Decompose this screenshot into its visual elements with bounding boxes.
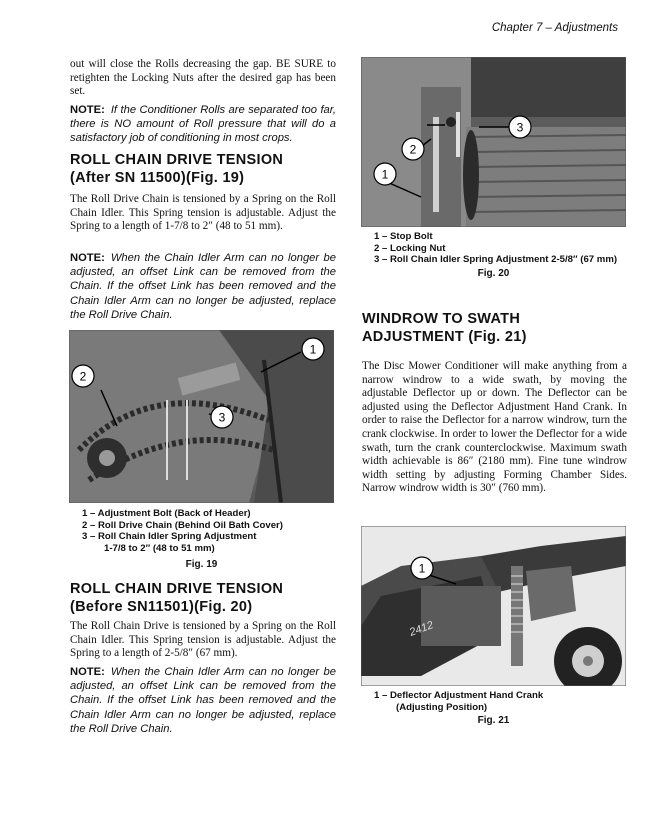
heading-line-2: (Before SN11501)(Fig. 20)	[70, 599, 253, 615]
fig19-callout-1-label: 1	[309, 342, 317, 357]
fig20-photo	[361, 57, 626, 227]
fig21-callout-1	[411, 557, 433, 579]
heading-line-2: ADJUSTMENT (Fig. 21)	[362, 329, 527, 345]
fig21-caption-2: (Adjusting Position)	[396, 701, 488, 713]
heading-line-1: ROLL CHAIN DRIVE TENSION	[70, 152, 284, 168]
note-conditioner-rolls	[70, 103, 336, 146]
fig19-caption-3: 3 – Roll Chain Idler Spring Adjustment	[82, 531, 257, 543]
note-label: NOTE:	[70, 252, 105, 264]
section-body-windrow: The Disc Mower Conditioner will make anything from a narrow windrow to a wide swath, by moving the adjustable Deflector up or down. The Deflector can be adjusted using the Deflector Adjustment Hand Crank. In order to raise the Deflector for a narrow windrow, turn the crank clockwise. In order to lower the Deflector for a wide swath, turn the crank counterclockwise. Maximum swath width achievable is 86″ (2180 mm). Fine tune windrow width setting by adjusting Forming Chamber Sides. Narrow windrow width is 30″ (760 mm).	[362, 360, 627, 495]
fig21-captions	[374, 690, 634, 713]
note-text: When the Chain Idler Arm can no longer be adjusted, an offset Link can be removed from the Chain. If the offset Link has been removed and the Chain Idler Arm can no longer be adjusted, replace the Roll Drive Chain.	[70, 666, 336, 735]
fig21-caption-1: 1 – Deflector Adjustment Hand Crank	[374, 690, 544, 701]
note-label: NOTE:	[70, 666, 105, 678]
fig20-callout-3-label: 3	[516, 120, 524, 135]
note-chain-idler-after	[70, 251, 336, 322]
fig21-label: Fig. 21	[477, 715, 510, 726]
chapter-header: Chapter 7 – Adjustments	[491, 22, 618, 34]
section-body-roll-chain-after: The Roll Drive Chain is tensioned by a Spring on the Roll Chain Idler. This Spring tension is adjustable. Adjust the Spring to a length of 1-7/8 to 2″ (48 to 51 mm).	[70, 193, 336, 233]
fig19-captions	[82, 508, 342, 554]
fig20-callout-2-label: 2	[409, 142, 417, 157]
section-heading-roll-chain-after	[70, 151, 340, 187]
fig21-machine-badge: 2412	[407, 619, 436, 639]
fig19-label: Fig. 19	[185, 559, 218, 570]
fig19-photo	[69, 330, 334, 503]
fig19-callout-1	[302, 338, 324, 360]
note-chain-idler-before	[70, 665, 336, 736]
fig19-caption-1: 1 – Adjustment Bolt (Back of Header)	[82, 508, 251, 519]
fig19-callout-3	[211, 406, 233, 428]
section-heading-roll-chain-before	[70, 580, 340, 616]
fig20-caption-2: 2 – Locking Nut	[374, 242, 446, 254]
note-text: When the Chain Idler Arm can no longer be adjusted, an offset Link can be removed from the Chain. If the offset Link has been removed and the Chain Idler Arm can no longer be adjusted, replace the Roll Drive Chain.	[70, 252, 336, 321]
fig20-captions	[374, 231, 634, 266]
heading-line-2: (After SN 11500)(Fig. 19)	[70, 170, 245, 186]
fig20-caption-1: 1 – Stop Bolt	[374, 231, 433, 242]
fig20-label: Fig. 20	[477, 268, 510, 279]
fig19-callout-3-label: 3	[218, 410, 226, 425]
fig21-photo	[361, 526, 626, 686]
intro-paragraph: out will close the Rolls decreasing the gap. BE SURE to retighten the Locking Nuts after the desired gap has been set.	[70, 58, 336, 98]
fig19-callout-2-label: 2	[79, 369, 87, 384]
note-text: If the Conditioner Rolls are separated too far, there is NO amount of Roll pressure that will do a satisfactory job of conditioning in most crops.	[70, 104, 336, 145]
fig20-callout-1-label: 1	[381, 167, 389, 182]
fig20-callout-2	[402, 138, 424, 160]
fig21-callout-1-label: 1	[418, 561, 426, 576]
section-body-roll-chain-before: The Roll Chain Drive is tensioned by a Spring on the Roll Chain Idler. This Spring tension is adjustable. Adjust the Spring to a length of 2-5/8″ (67 mm).	[70, 620, 336, 660]
note-label: NOTE:	[70, 104, 105, 116]
fig20-caption-3: 3 – Roll Chain Idler Spring Adjustment 2-5/8″ (67 mm)	[374, 254, 618, 266]
fig20-callout-1	[374, 163, 396, 185]
fig19-caption-2: 2 – Roll Drive Chain (Behind Oil Bath Cover)	[82, 519, 283, 531]
fig19-callout-2	[72, 365, 94, 387]
fig19-caption-4: 1-7/8 to 2″ (48 to 51 mm)	[104, 542, 215, 554]
fig20-callout-3	[509, 116, 531, 138]
heading-line-1: ROLL CHAIN DRIVE TENSION	[70, 581, 284, 597]
heading-line-1: WINDROW TO SWATH	[362, 311, 521, 327]
section-heading-windrow	[362, 310, 632, 346]
